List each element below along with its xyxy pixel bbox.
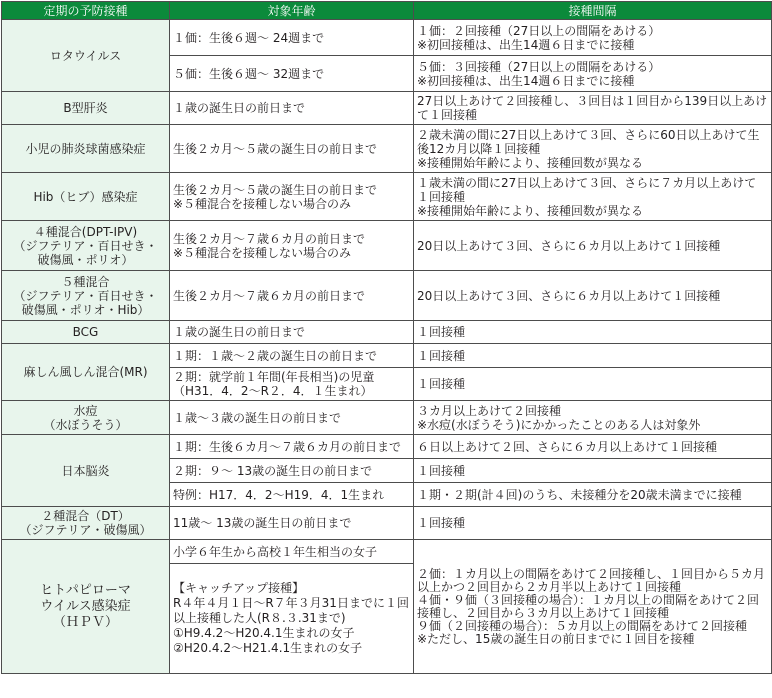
interval: １回接種 [414, 368, 772, 401]
interval: １回接種 [414, 344, 772, 368]
target-age: ５価：生後６週～ 32週まで [170, 56, 414, 92]
vaccine-name-pneumo: 小児の肺炎球菌感染症 [2, 125, 170, 173]
vaccine-name-varicella: 水痘 （水ぼうそう） [2, 401, 170, 435]
interval: １回接種 [414, 321, 772, 344]
interval: １回接種 [414, 507, 772, 540]
vaccine-name-dptipv: ４種混合(DPT-IPV) （ジフテリア・百日せき・ 破傷風・ポリオ） [2, 221, 170, 271]
target-age: １価：生後６週～ 24週まで [170, 20, 414, 56]
target-age: ２期：就学前１年間(年長相当)の児童 （H31．4．2～R２．4．１生まれ） [170, 368, 414, 401]
interval: ２歳未満の間に27日以上あけて３回、さらに60日以上あけて生後12カ月以降１回接種 ※接種開始年齢により、接種回数が異なる [414, 125, 772, 173]
target-age: 特例：H17．4．2～H19．4．1生まれ [170, 483, 414, 507]
vaccine-name-hepb: B型肝炎 [2, 92, 170, 125]
interval: ２価：１カ月以上の間隔をあけて２回接種し、１回目から５カ月以上かつ２回目から２カ月半以上あけて１回接種 ４価・９価（３回接種の場合）：１カ月以上の間隔をあけて２回接種し、２回目から３カ月以上あけて１回接種 ９価（２回接種の場合）：５カ月以上の間隔をあけて２回接種 ※ただし、15歳の誕生日の前日までに１回目を接種 [414, 540, 772, 674]
vaccine-name-dt: ２種混合（DT） （ジフテリア・破傷風） [2, 507, 170, 540]
table-row [2, 173, 772, 221]
target-age: 生後２カ月～５歳の誕生日の前日まで ※５種混合を接種しない場合のみ [170, 173, 414, 221]
target-age: １歳の誕生日の前日まで [170, 321, 414, 344]
table-row [2, 92, 772, 125]
target-age: 11歳～ 13歳の誕生日の前日まで [170, 507, 414, 540]
vaccine-name-bcg: BCG [2, 321, 170, 344]
target-age: ２期：９～ 13歳の誕生日の前日まで [170, 459, 414, 483]
vaccination-table [1, 1, 772, 674]
header-interval: 接種間隔 [414, 2, 772, 20]
vaccine-name-rota: ロタウイルス [2, 20, 170, 92]
table-row [2, 20, 772, 56]
table-row [2, 271, 772, 321]
interval: ６日以上あけて２回、さらに６カ月以上あけて１回接種 [414, 435, 772, 459]
vaccine-name-five: ５種混合 （ジフテリア・百日せき・ 破傷風・ポリオ・Hib） [2, 271, 170, 321]
table-header-row [2, 2, 772, 20]
table-row [2, 321, 772, 344]
target-age: １歳～３歳の誕生日の前日まで [170, 401, 414, 435]
table-row [2, 344, 772, 368]
vaccine-name-mr: 麻しん風しん混合(MR) [2, 344, 170, 401]
interval: １回接種 [414, 459, 772, 483]
target-age: 生後２カ月～５歳の誕生日の前日まで [170, 125, 414, 173]
interval: 27日以上あけて２回接種し、３回目は１回目から139日以上あけて１回接種 [414, 92, 772, 125]
interval: 20日以上あけて３回、さらに６カ月以上あけて１回接種 [414, 221, 772, 271]
interval: ５価：３回接種（27日以上の間隔をあける） ※初回接種は、出生14週６日までに接種 [414, 56, 772, 92]
table-row [2, 125, 772, 173]
target-age: 生後２カ月～７歳６カ月の前日まで ※５種混合を接種しない場合のみ [170, 221, 414, 271]
target-age: 生後２カ月～７歳６カ月の前日まで [170, 271, 414, 321]
table-row [2, 540, 772, 564]
header-target-age: 対象年齢 [170, 2, 414, 20]
interval: 20日以上あけて３回、さらに６カ月以上あけて１回接種 [414, 271, 772, 321]
vaccine-name-je: 日本脳炎 [2, 435, 170, 507]
interval: １期・２期(計４回)のうち、未接種分を20歳未満までに接種 [414, 483, 772, 507]
vaccine-name-hib: Hib（ヒブ）感染症 [2, 173, 170, 221]
table-row [2, 507, 772, 540]
target-age: １歳の誕生日の前日まで [170, 92, 414, 125]
interval: ３カ月以上あけて２回接種 ※水痘(水ぼうそう)にかかったことのある人は対象外 [414, 401, 772, 435]
target-age: １期：１歳～２歳の誕生日の前日まで [170, 344, 414, 368]
target-age: １期：生後６カ月～７歳６カ月の前日まで [170, 435, 414, 459]
target-age: 小学６年生から高校１年生相当の女子 [170, 540, 414, 564]
vaccine-name-hpv: ヒトパピローマ ウイルス感染症 （ＨＰＶ） [2, 540, 170, 674]
header-vaccine: 定期の予防接種 [2, 2, 170, 20]
table-row [2, 401, 772, 435]
interval: １価：２回接種（27日以上の間隔をあける） ※初回接種は、出生14週６日までに接種 [414, 20, 772, 56]
interval: １歳未満の間に27日以上あけて３回、さらに７カ月以上あけて１回接種 ※接種開始年齢により、接種回数が異なる [414, 173, 772, 221]
table-row [2, 221, 772, 271]
target-age: 【キャッチアップ接種】 R４年４月１日～R７年３月31日までに１回以上接種した人(R８.３.31まで) ①H9.4.2～H20.4.1生まれの女子 ②H20.4.2～H21.4.1生まれの女子 [170, 564, 414, 674]
table-row [2, 435, 772, 459]
